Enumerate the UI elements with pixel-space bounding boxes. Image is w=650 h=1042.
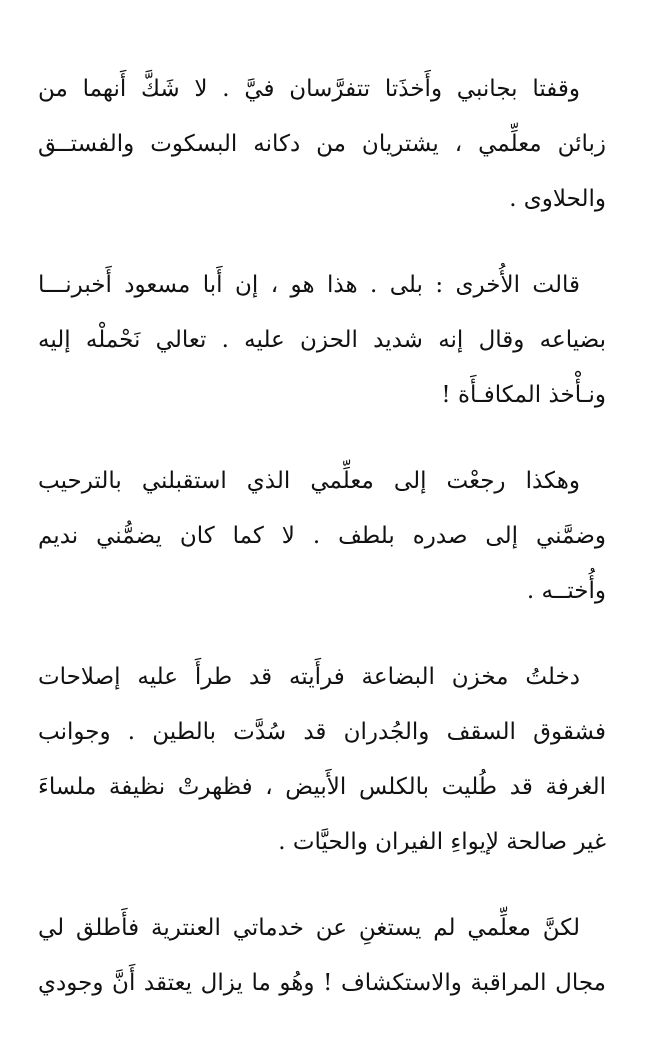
paragraph-4 [38, 650, 606, 870]
text-line: لكنَّ معلِّمي لم يستغنِ عن خدماتي العنترية فأَطلق لي [38, 915, 580, 941]
text-line: وأُختــه . [526, 578, 606, 604]
paragraph-3 [38, 454, 606, 619]
text-line: والحلاوى . [509, 186, 606, 212]
text-line: ونـأْخذ المكافـأَة ! [441, 382, 606, 408]
text-line: قالت الأُخرى : بلى . هذا هو ، إن أَبا مسعود أَخبرنـــا [38, 272, 580, 298]
text-line: دخلتُ مخزن البضاعة فرأَيته قد طرأَ عليه إصلاحات [38, 664, 580, 690]
text-line: وقفتا بجانبي وأَخذَتا تتفرَّسان فيَّ . لا شَكَّ أَنهما من [38, 76, 580, 102]
text-line: وضمَّني إلى صدره بلطف . لا كما كان يضمُّني نديم [38, 523, 606, 549]
text-line: غير صالحة لإيواءِ الفيران والحيَّات . [278, 829, 606, 855]
text-line: الغرفة قد طُليت بالكلس الأَبيض ، فظهرتْ نظيفة ملساءَ [38, 774, 606, 800]
text-line: مجال المراقبة والاستكشاف ! وهُو ما يزال يعتقد أَنَّ وجودي [38, 970, 606, 996]
paragraph-1 [38, 62, 606, 227]
paragraph-5 [38, 901, 606, 1011]
text-line: فشقوق السقف والجُدران قد سُدَّت بالطين . وجوانب [38, 719, 606, 745]
paragraph-2 [38, 258, 606, 423]
text-line: بضياعه وقال إنه شديد الحزن عليه . تعالي نَحْملْه إليه [38, 327, 606, 353]
text-line: زبائن معلِّمي ، يشتريان من دكانه البسكوت والفستــق [38, 131, 606, 157]
text-line: وهكذا رجعْت إلى معلِّمي الذي استقبلني بالترحيب [38, 468, 580, 494]
book-page-text [38, 62, 606, 1042]
